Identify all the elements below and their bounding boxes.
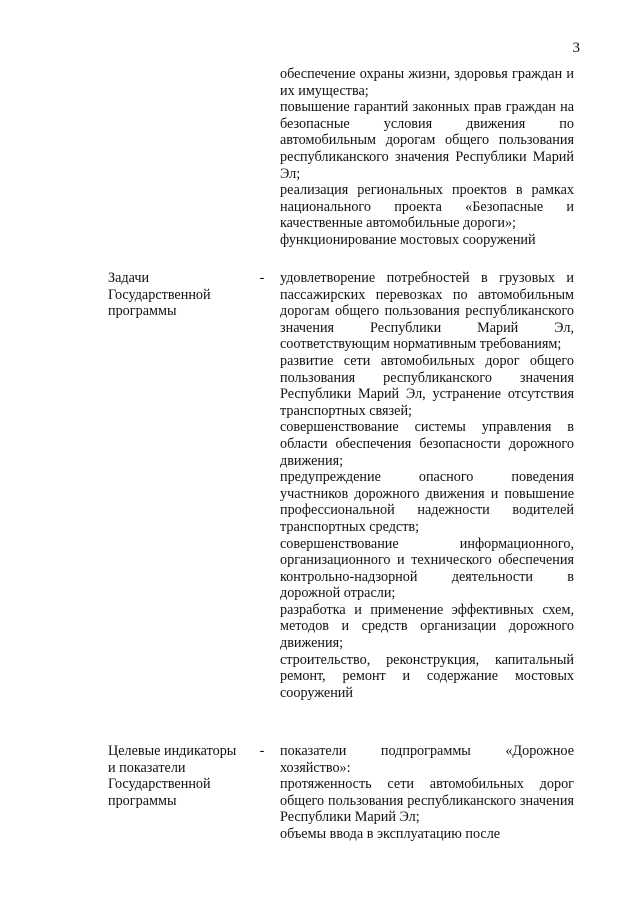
paragraph: обеспечение охраны жизни, здоровья граждан и их имущества;: [280, 66, 574, 99]
paragraph: повышение гарантий законных прав граждан на безопасные условия движения по автомобильным дорогам общего пользования республиканского значения Республики Марий Эл;: [280, 99, 574, 182]
section-content: [280, 743, 574, 843]
paragraph: функционирование мостовых сооружений: [280, 231, 536, 248]
section-dash: -: [259, 270, 265, 286]
paragraph: предупреждение опасного поведения участников дорожного движения и повышение профессиональной надежности водителей транспортных средств;: [280, 469, 574, 535]
paragraph: развитие сети автомобильных дорог общего пользования республиканского значения Республики Марий Эл, устранение отсутствия транспортных связей;: [280, 352, 574, 419]
section-label: Задачи Государственной программы: [108, 270, 211, 320]
paragraph: объемы ввода в эксплуатацию после: [280, 825, 501, 842]
paragraph: показатели подпрограммы «Дорожное хозяйство»:: [280, 743, 574, 776]
paragraph: реализация региональных проектов в рамках национального проекта «Безопасные и качественные автомобильные дороги»;: [280, 182, 574, 232]
section-label: Целевые индикаторы и показатели Государственной программы: [108, 743, 237, 809]
paragraph: разработка и применение эффективных схем, методов и средств организации дорожного движения;: [280, 601, 574, 652]
paragraph: совершенствование системы управления в области обеспечения безопасности дорожного движения;: [280, 419, 574, 469]
section-dash: -: [259, 743, 265, 759]
section-content: [280, 270, 574, 701]
paragraph: удовлетворение потребностей в грузовых и пассажирских перевозках по автомобильным дорогам общего пользования республиканского значения Республики Марий Эл, соответствующим нормативным требованиям;: [280, 270, 574, 353]
section-content: [280, 66, 574, 249]
paragraph: совершенствование информационного, организационного и технического обеспечения контрольно-надзорной деятельности в дорожной отрасли;: [280, 535, 574, 602]
paragraph: протяженность сети автомобильных дорог общего пользования республиканского значения Республики Марий Эл;: [280, 776, 574, 826]
page-number: 3: [572, 40, 580, 56]
paragraph: строительство, реконструкция, капитальный ремонт, ремонт и содержание мостовых сооружений: [280, 651, 574, 701]
